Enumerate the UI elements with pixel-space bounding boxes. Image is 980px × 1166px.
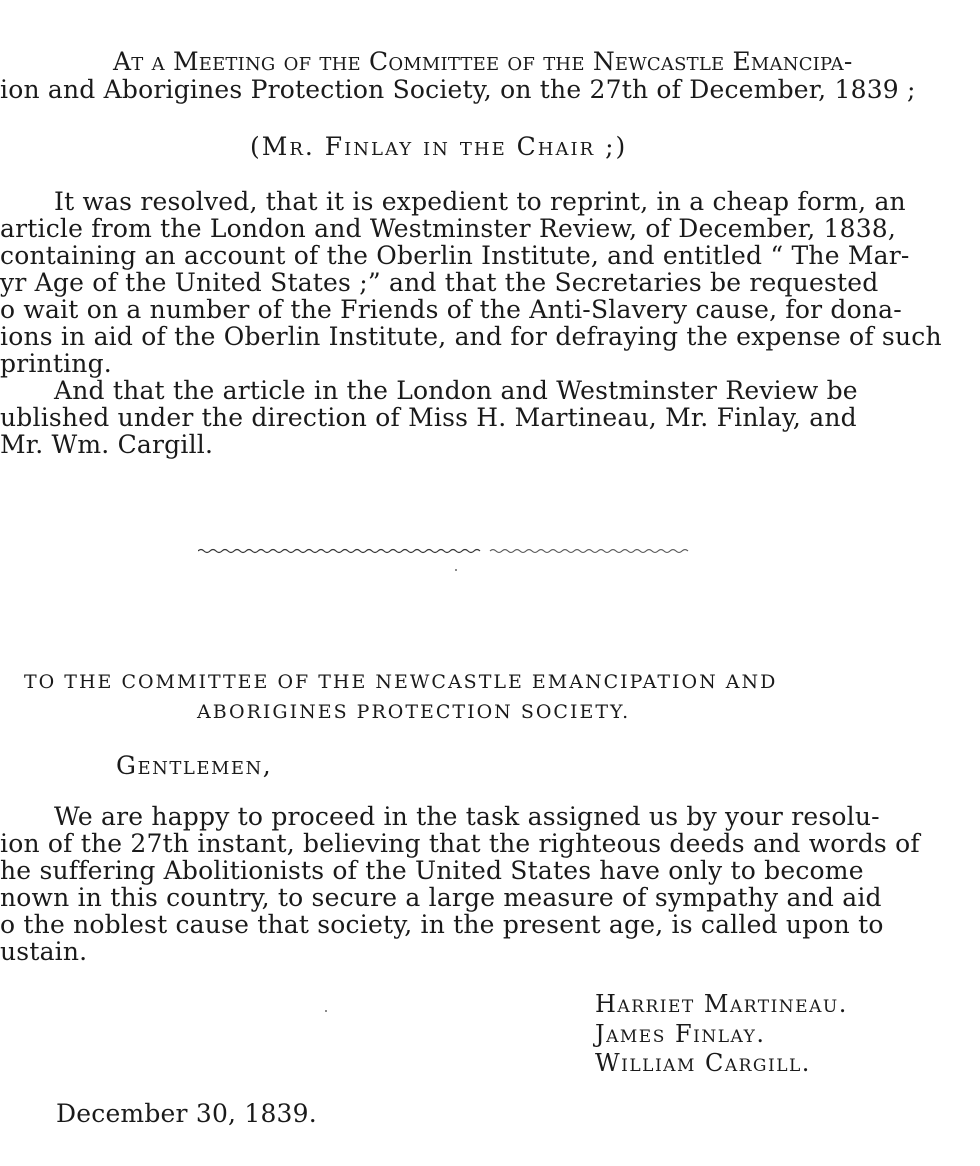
letter-body-line: nown in this country, to secure a large measure of sympathy and aid <box>0 883 882 912</box>
letter-body-line: ustain. <box>0 937 88 966</box>
resolution-body-line: It was resolved, that it is expedient to reprint, in a cheap form, an <box>54 187 906 216</box>
print-speck <box>325 1010 327 1012</box>
signatory-william-cargill: William Cargill. <box>595 1049 811 1077</box>
resolution-body-line: yr Age of the United States ;” and that the Secretaries be requested <box>0 268 879 297</box>
letter-heading-line-1: TO THE COMMITTEE OF THE NEWCASTLE EMANCIPATION AND <box>24 671 778 693</box>
letter-body-line: he suffering Abolitionists of the United States have only to become <box>0 856 864 885</box>
letter-body-line: ion of the 27th instant, believing that the righteous deeds and words of <box>0 829 920 858</box>
resolution-body-line: ions in aid of the Oberlin Institute, and for defraying the expense of such <box>0 322 942 351</box>
resolution-body-line: ublished under the direction of Miss H. Martineau, Mr. Finlay, and <box>0 403 857 432</box>
chair-note: (Mr. Finlay in the Chair ;) <box>250 132 628 161</box>
resolution-body-line: o wait on a number of the Friends of the Anti-Slavery cause, for dona- <box>0 295 902 324</box>
wavy-rule-divider <box>198 545 698 557</box>
resolution-body-line: Mr. Wm. Cargill. <box>0 430 214 459</box>
print-speck <box>455 569 457 571</box>
signatory-james-finlay: James Finlay. <box>595 1020 766 1048</box>
signatory-harriet-martineau: Harriet Martineau. <box>595 990 848 1018</box>
letter-date: December 30, 1839. <box>56 1099 317 1128</box>
letter-heading-line-2: ABORIGINES PROTECTION SOCIETY. <box>197 701 631 723</box>
resolution-body-line: containing an account of the Oberlin Institute, and entitled “ The Mar- <box>0 241 910 270</box>
resolution-intro-line-2: ion and Aborigines Protection Society, on the 27th of December, 1839 ; <box>0 75 916 104</box>
resolution-body-line: article from the London and Westminster Review, of December, 1838, <box>0 214 897 243</box>
resolution-body-line: printing. <box>0 349 112 378</box>
letter-salutation: Gentlemen, <box>116 751 273 780</box>
resolution-intro-line-1: At a Meeting of the Committee of the Newcastle Emancipa- <box>113 47 853 76</box>
letter-body-line: We are happy to proceed in the task assigned us by your resolu- <box>54 802 880 831</box>
letter-body-line: o the noblest cause that society, in the present age, is called upon to <box>0 910 884 939</box>
resolution-body-line: And that the article in the London and Westminster Review be <box>54 376 858 405</box>
